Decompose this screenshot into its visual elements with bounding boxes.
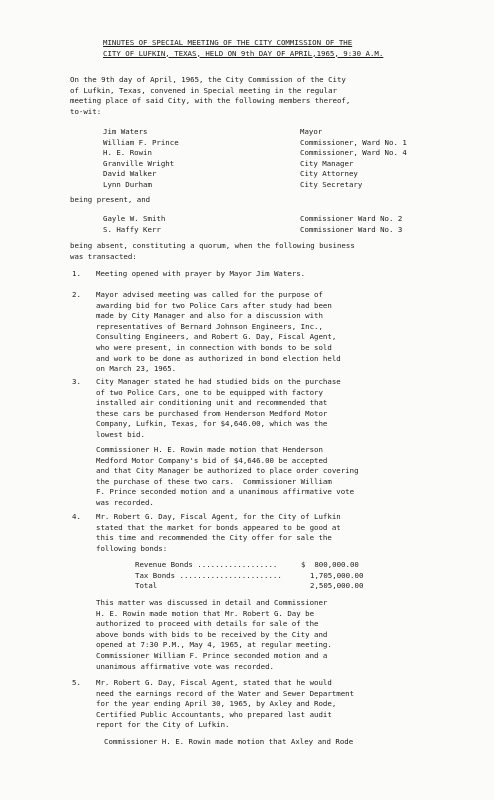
item-1-number: 1.	[72, 269, 81, 278]
item-3-line: of two Police Cars, one to be equipped with factory	[96, 387, 323, 397]
item-2-number: 2.	[72, 290, 81, 299]
member-name: David Walker	[103, 169, 157, 179]
member-title: Commissioner, Ward No. 1	[300, 137, 407, 147]
item-2-line: made by City Manager and also for a discussion with	[96, 311, 323, 321]
member-name: Jim Waters	[103, 127, 148, 136]
member-title: Mayor	[300, 127, 323, 136]
item-4-para2-line: Commissioner William F. Prince seconded motion and a	[96, 651, 328, 660]
member-title: City Secretary	[300, 180, 363, 189]
item-2-line: and work to be done as authorized in bond election held	[96, 353, 341, 363]
title-line-2: CITY OF LUFKIN, TEXAS, HELD ON 9th DAY OF APRIL,1965, 9:30 A.M.	[103, 48, 384, 58]
item-5-line: Certified Public Accountants, who prepared last audit	[96, 709, 332, 719]
member-title: Commissioner Ward No. 3	[300, 224, 403, 234]
item-4-para2-line: opened at 7:30 P.M., May 4, 1965, at regular meeting.	[96, 640, 332, 650]
title-line-1: MINUTES OF SPECIAL MEETING OF THE CITY COMMISSION OF THE	[103, 38, 353, 47]
item-3-line: City Manager stated he had studied bids on the purchase	[96, 377, 341, 386]
member-name: William F. Prince	[103, 137, 179, 147]
item-4-line: following bonds:	[96, 543, 168, 553]
intro-line-2: of Lufkin, Texas, convened in Special meeting in the regular	[70, 85, 337, 95]
item-5-line: for the year ending April 30, 1965, by Axley and Rode,	[96, 699, 337, 709]
item-3-para2-line: and that City Manager be authorized to place order covering	[96, 466, 359, 476]
item-3-para2-line: Commissioner H. E. Rowin made motion that Henderson	[96, 445, 323, 454]
item-4-para2-line: authorized to proceed with details for sale of the	[96, 619, 319, 629]
item-2-line: who were present, in connection with bonds to be sold	[96, 343, 332, 352]
item-2-line: on March 23, 1965.	[96, 364, 177, 374]
member-title: Commissioner, Ward No. 4	[300, 148, 407, 158]
item-2-line: awarding bid for two Police Cars after study had been	[96, 300, 332, 310]
bond-label: Total	[135, 581, 158, 591]
intro-line-4: to-wit:	[70, 106, 102, 116]
item-5-para2-line: Commissioner H. E. Rowin made motion that Axley and Rode	[104, 737, 354, 746]
item-4-number: 4.	[72, 512, 81, 521]
member-name: Lynn Durham	[103, 180, 152, 189]
item-3-para2-line: the purchase of these two cars. Commissioner William	[96, 476, 332, 486]
member-title: City Manager	[300, 158, 354, 168]
bond-amount: 1,705,000.00	[310, 570, 364, 580]
item-2-line: representatives of Bernard Johnson Engineers, Inc.,	[96, 321, 323, 331]
item-4-para2-line: unanimous affirmative vote was recorded.	[96, 661, 274, 671]
item-3-line: Company, Lufkin, Texas, for $4,646.00, which was the	[96, 419, 328, 429]
member-name: Gayle W. Smith	[103, 214, 166, 223]
item-3-line: installed air conditioning unit and recommended that	[96, 398, 328, 408]
being-present-text: being present, and	[70, 195, 151, 204]
item-4-para2-line: above bonds with bids to be received by the City and	[96, 629, 328, 639]
item-5-line: need the earnings record of the Water and Sewer Department	[96, 688, 355, 698]
absent-line-1: being absent, constituting a quorum, when the following business	[70, 241, 355, 250]
item-3-para2-line: Medford Motor Company's bid of $4,646.00 be accepted	[96, 455, 328, 465]
item-3-line: lowest bid.	[96, 430, 145, 439]
intro-line-3: meeting place of said City, with the following members thereof,	[70, 96, 351, 106]
item-4-line: this time and recommended the City offer for sale the	[96, 533, 332, 543]
item-4-line: Mr. Robert G. Day, Fiscal Agent, for the City of Lufkin	[96, 512, 341, 521]
intro-line-1: On the 9th day of April, 1965, the City Commission of the City	[70, 75, 346, 84]
item-3-para2-line: F. Prince seconded motion and a unanimous affirmative vote	[96, 487, 355, 497]
bond-label: Tax Bonds .......................	[135, 570, 282, 580]
item-3-number: 3.	[72, 377, 81, 386]
bond-amount: $ 800,000.00	[301, 560, 359, 569]
absent-line-2: was transacted:	[70, 251, 137, 261]
member-name: S. Haffy Kerr	[103, 224, 161, 234]
item-5-line: Mr. Robert G. Day, Fiscal Agent, stated that he would	[96, 678, 332, 687]
item-4-line: stated that the market for bonds appeared to be good at	[96, 522, 341, 532]
item-4-para2-line: This matter was discussed in detail and Commissioner	[96, 598, 328, 607]
item-3-para2-line: was recorded.	[96, 498, 154, 507]
item-1-line: Meeting opened with prayer by Mayor Jim Waters.	[96, 269, 306, 278]
member-name: H. E. Rowin	[103, 148, 152, 158]
item-5-line: report for the City of Lufkin.	[96, 720, 230, 730]
item-2-line: Consulting Engineers, and Robert G. Day, Fiscal Agent,	[96, 332, 337, 342]
bond-amount: 2,505,000.00	[310, 581, 364, 591]
item-5-number: 5.	[72, 678, 81, 687]
item-2-line: Mayor advised meeting was called for the purpose of	[96, 290, 323, 299]
member-title: City Attorney	[300, 169, 358, 179]
item-3-line: these cars be purchased from Henderson Medford Motor	[96, 408, 328, 418]
member-name: Granville Wright	[103, 158, 175, 168]
member-title: Commissioner Ward No. 2	[300, 214, 403, 223]
bond-label: Revenue Bonds ..................	[135, 560, 278, 569]
item-4-para2-line: H. E. Rowin made motion that Mr. Robert G. Day be	[96, 608, 315, 618]
